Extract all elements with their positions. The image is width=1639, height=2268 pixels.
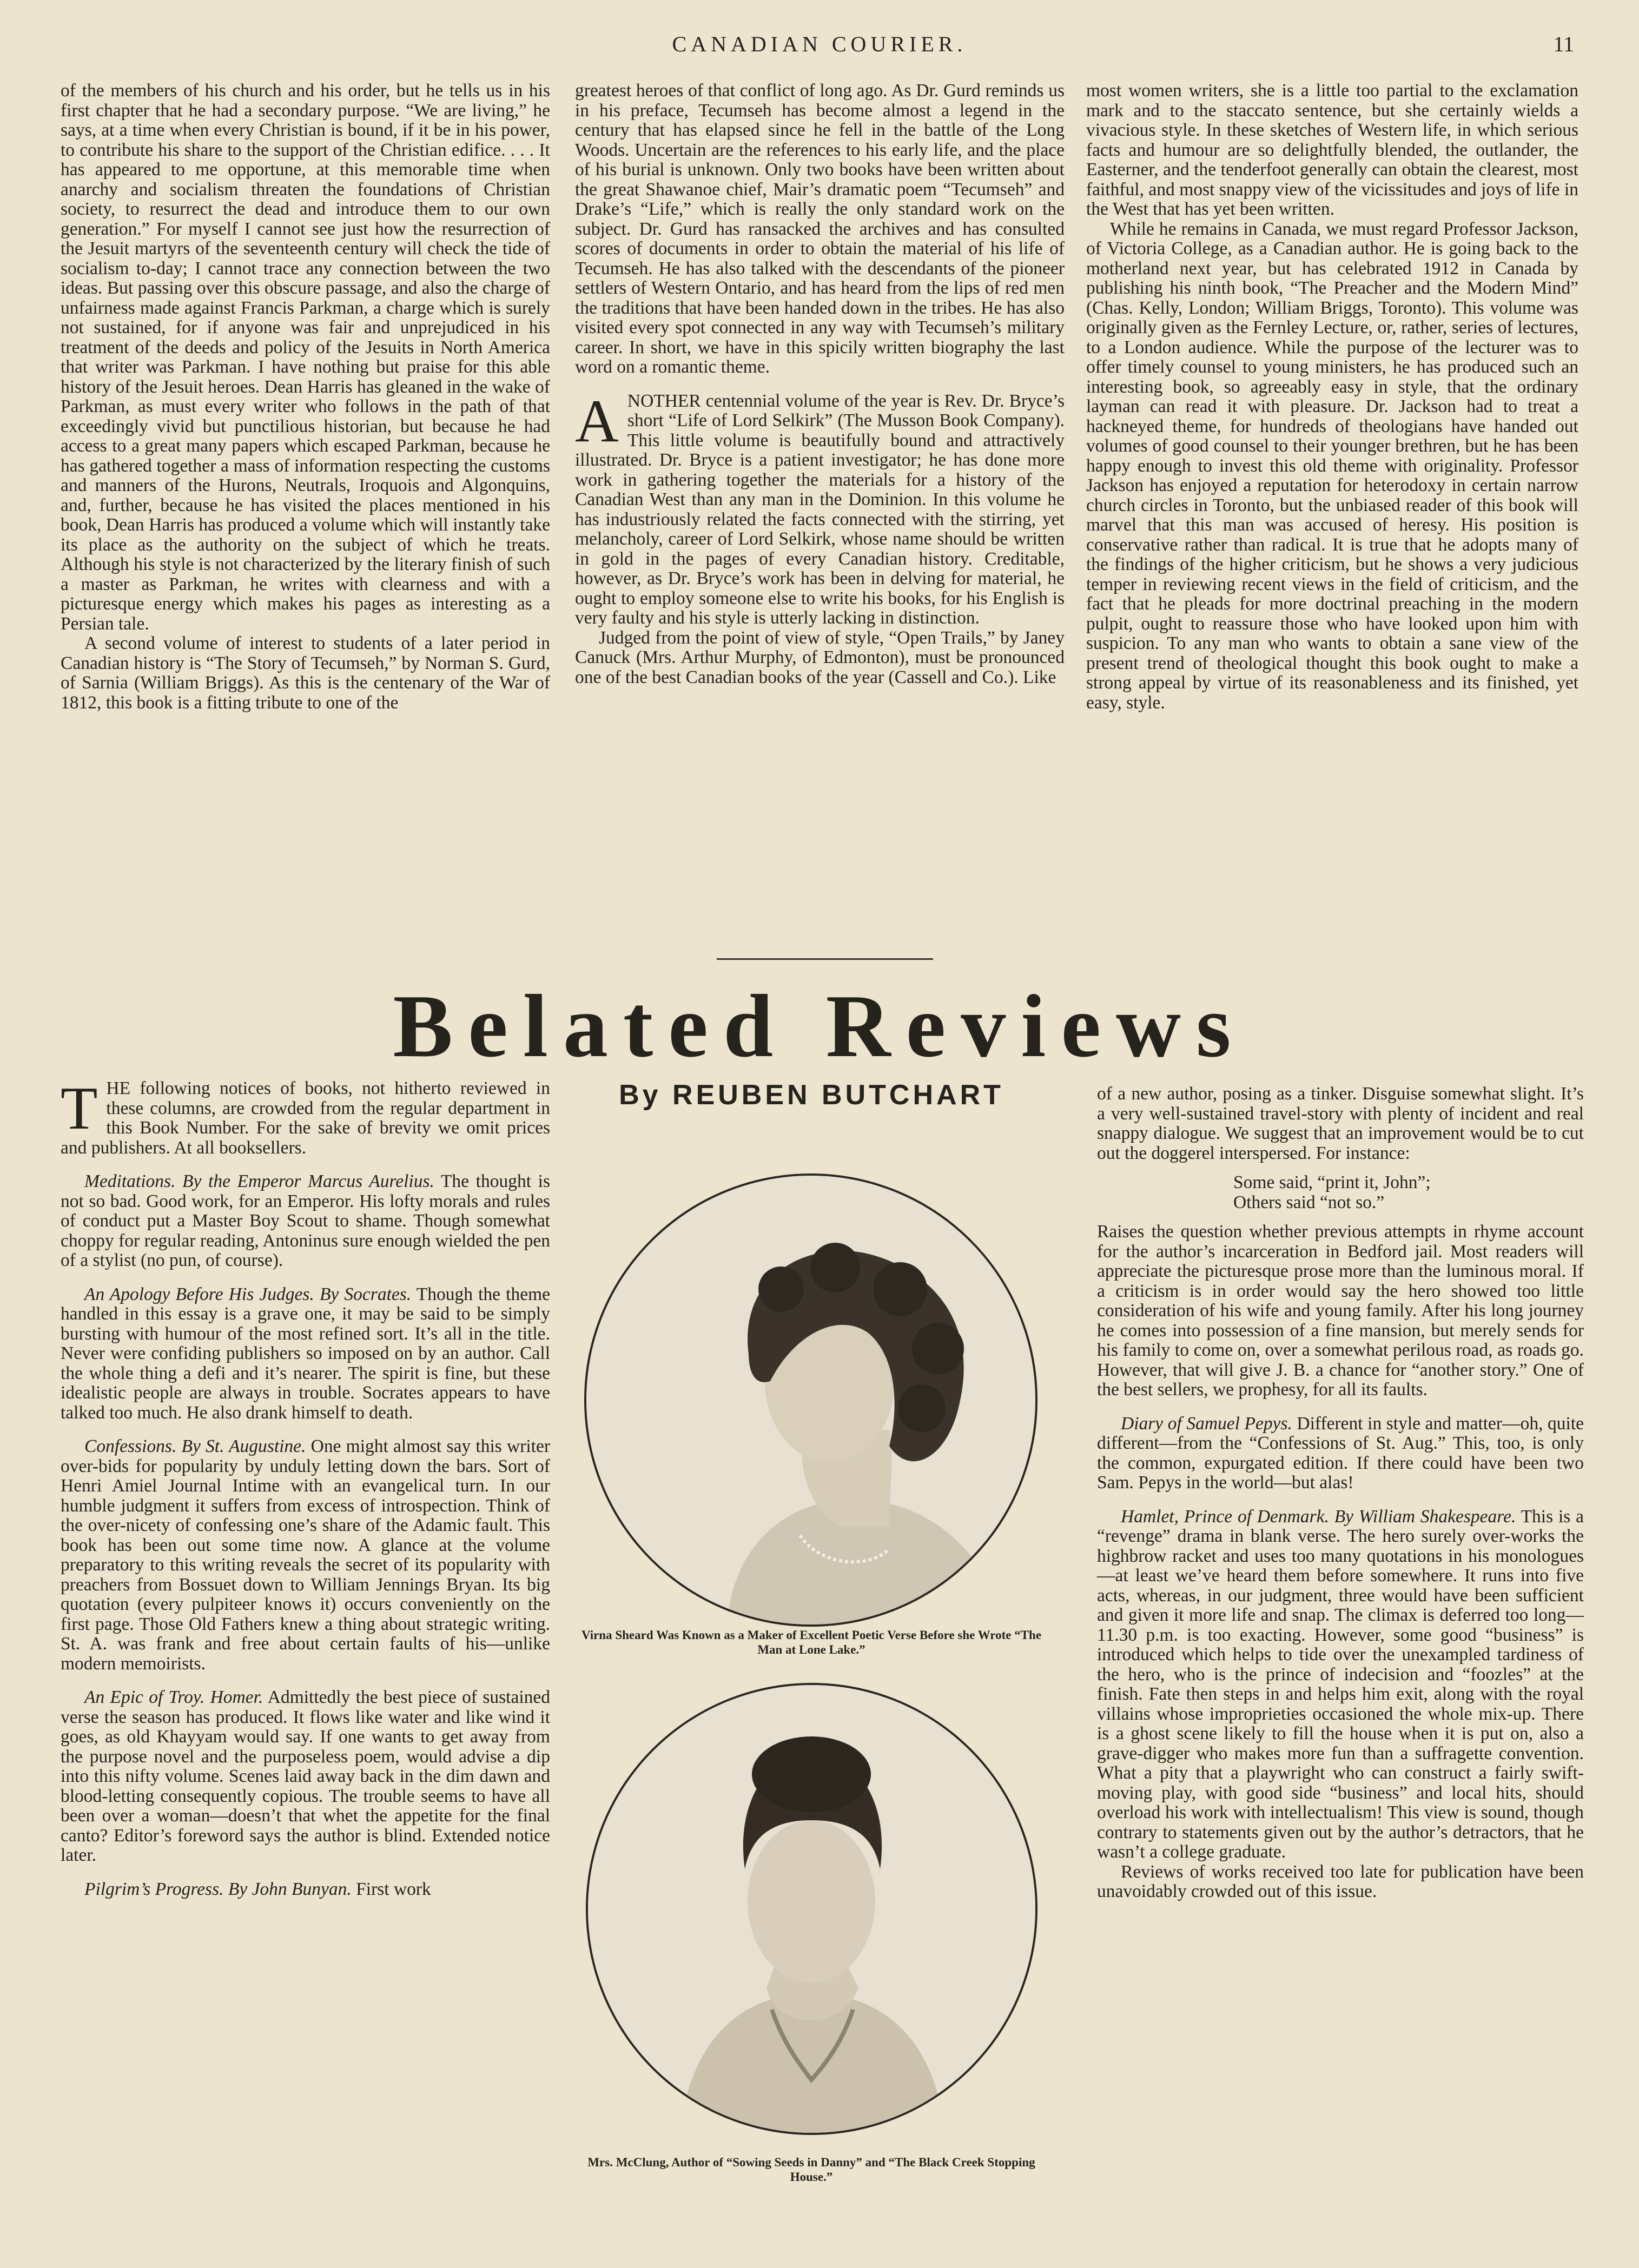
top-column-2 bbox=[575, 81, 1065, 687]
review-heading: Hamlet, Prince of Denmark. By William Shakespeare. bbox=[1121, 1506, 1516, 1527]
feature-column-1 bbox=[61, 1075, 551, 1899]
portrait-photo-mrs-mcclung bbox=[586, 1683, 1037, 2135]
paragraph: greatest heroes of that conflict of long ago. As Dr. Gurd reminds us in his preface, Tecumseh has become almost a legend in the century that has elapsed since he fell in the battle of the Long Woods. Uncertain are the references to his early life, and the place of his burial is unknown. Only two books have been written about the great Shawanoe chief, Mair’s dramatic poem “Tecumseh” and Drake’s “Life,” which is really the only standard work on the subject. Dr. Gurd has ransacked the archives and has consulted scores of documents in order to obtain the material of his life of Tecumseh. He has also talked with the descendants of the pioneer settlers of Western Ontario, and has heard from the lips of red men the traditions that have been handed down in the tribes. He has also visited every spot connected in any way with Tecumseh’s military career. In short, we have in this spicily written biography the last word on a romantic theme. bbox=[575, 81, 1065, 377]
paragraph: Judged from the point of view of style, “Open Trails,” by Janey Canuck (Mrs. Arthur Murphy, of Edmonton), must be pronounced one of the best Canadian books of the year (Cassell and Co.). Like bbox=[575, 627, 1065, 687]
portrait-illustration bbox=[586, 1176, 1035, 1624]
poem-line: Some said, “print it, John”; bbox=[1233, 1172, 1431, 1192]
paragraph: of a new author, posing as a tinker. Disguise somewhat slight. It’s a very well-sustained travel-story with plenty of incident and real snappy dialogue. We suggest that an improvement would be to cut out the doggerel interspersed. For instance: bbox=[1097, 1084, 1584, 1163]
photo-caption: Mrs. McClung, Author of “Sowing Seeds in Danny” and “The Black Creek Stopping House.” bbox=[587, 2156, 1035, 2184]
magazine-title: CANADIAN COURIER. bbox=[672, 32, 967, 56]
section-divider bbox=[717, 958, 933, 960]
top-column-3 bbox=[1086, 81, 1578, 713]
review-entry: Meditations. By the Emperor Marcus Aurelius. The thought is not so bad. Good work, for an Emperor. His lofty morals and rules of conduct put a Master Boy Scout to shame. Though somewhat choppy for regular reading, Antoninus sure enough wielded the pen of a stylist (no pun, of course). bbox=[61, 1171, 550, 1270]
review-entry: Pilgrim’s Progress. By John Bunyan. First work bbox=[84, 1879, 431, 1899]
review-entry: An Epic of Troy. Homer. Admittedly the best piece of sustained verse the season has produced. It flows like water and like wind it goes, as old Khayyam would say. If one wants to get away from the purpose novel and the purposeless poem, would advise a dip into this nifty volume. Scenes laid away back in the dim dawn and blood-letting consequently copious. The trouble seems to have all been over a woman—doesn’t that whet the appetite for the final canto? Editor’s foreword says the author is blind. Extended notice later. bbox=[61, 1687, 550, 1865]
review-heading: An Apology Before His Judges. By Socrates. bbox=[84, 1284, 412, 1304]
portrait-illustration bbox=[588, 1685, 1035, 2133]
paragraph: THE following notices of books, not hitherto reviewed in these columns, are crowded from the regular department in this Book Number. For the sake of brevity we omit prices and publishers. At all booksellers. bbox=[61, 1075, 550, 1158]
portrait-photo-virna-sheard bbox=[584, 1173, 1037, 1627]
review-heading: An Epic of Troy. Homer. bbox=[84, 1687, 263, 1707]
paragraph: A second volume of interest to students of a later period in Canadian history is “The Story of Tecumseh,” by Norman S. Gurd, of Sarnia (William Briggs). As this is the centenary of the War of 1812, this book is a fitting tribute to one of the bbox=[61, 633, 550, 713]
top-column-1 bbox=[61, 81, 550, 713]
photo-caption: Virna Sheard Was Known as a Maker of Excellent Poetic Verse Before she Wrote “The Man at Lone Lake.” bbox=[581, 1628, 1042, 1656]
poem-line: Others said “not so.” bbox=[1233, 1192, 1385, 1212]
drop-cap: A bbox=[575, 387, 619, 455]
drop-cap: T bbox=[61, 1075, 98, 1142]
review-heading: Confessions. By St. Augustine. bbox=[84, 1436, 306, 1456]
review-entry: An Apology Before His Judges. By Socrates. Though the theme handled in this essay is a grave one, it may be said to be simply bursting with humour of the most refined sort. It’s all in the title. Never were confiding publishers so imposed on by an author. Call the whole thing a defi and it’s nearer. The spirit is fine, but these idealistic people are always in trouble. Socrates appears to have talked too much. He also drank himself to death. bbox=[61, 1284, 551, 1423]
page-number: 11 bbox=[1553, 32, 1574, 56]
review-entry: Hamlet, Prince of Denmark. By William Shakespeare. This is a “revenge” drama in blank verse. The hero surely over-works the highbrow racket and uses too many quotations in his monologues—at least we’ve heard them before somewhere. It runs into five acts, whereas, in our judgment, three would have been sufficient and given it more life and snap. The climax is deferred too long—11.30 p.m. is too exacting. However, some good “business” is introduced which helps to tide over the unexampled tardiness of the hero, who is the prince of indecision and “foozles” at the finish. Fate then steps in and helps him exit, along with the royal villains whose improprieties occasioned the whole mix-up. There is a ghost scene likely to fill the house when it is put on, also a grave-digger who makes more fun than a suffragette convention. What a pity that a playwright who can construct a fairly swift-moving play, with good side “business” and local hits, should overload his work with intellectualism! This view is sound, though contrary to statements given out by the author’s detractors, that he wasn’t a college graduate. bbox=[1097, 1506, 1584, 1862]
review-entry: Diary of Samuel Pepys. Different in style and matter—oh, quite different—from the “Confessions of St. Aug.” This, too, is only the common, expurgated edition. If there could have been two Sam. Pepys in the world—but alas! bbox=[1097, 1413, 1584, 1493]
closing-note: Reviews of works received too late for publication have been unavoidably crowded out of this issue. bbox=[1097, 1861, 1584, 1901]
review-entry: Confessions. By St. Augustine. One might almost say this writer over-bids for popularity by unduly letting down the bars. Sort of Henri Amiel Journal Intime with an evangelical turn. In our humble judgment it suffers from excess of introspection. Think of the over-nicety of confessing one’s share of the Adamic fault. This book has been out some time now. A glance at the volume preparatory to this writing reveals the secret of its popularity with preachers from Bossuet down to William Jennings Bryan. Its big quotation (every pulpiteer knows it) occurs conveniently on the first page. Those Old Fathers knew a thing about strategic writing. St. A. was frank and free about certain faults of his—unlike modern memoirists. bbox=[61, 1436, 550, 1674]
feature-column-3 bbox=[1097, 1084, 1584, 1902]
review-heading: Pilgrim’s Progress. By John Bunyan. bbox=[84, 1879, 352, 1899]
byline: By REUBEN BUTCHART bbox=[619, 1079, 1004, 1111]
feature-title: Belated Reviews bbox=[393, 976, 1246, 1076]
paragraph: of the members of his church and his order, but he tells us in his first chapter that he had a secondary purpose. “We are living,” he says, at a time when every Christian is bound, if it be in his power, to contribute his share to the support of the Christian edifice. . . . It has appeared to me opportune, at this memorable time when anarchy and socialism threaten the foundations of Christian society, to resurrect the dead and introduce them to our own generation.” For myself I cannot see just how the resurrection of the Jesuit martyrs of the seventeenth century will check the tide of socialism to-day; I cannot trace any connection between the two ideas. But passing over this obscure passage, and also the charge of unfairness made against Francis Parkman, a charge which is surely not sustained, for if anyone was fair and unprejudiced in his treatment of the deeds and policy of the Jesuits in North America that writer was Parkman. I have nothing but praise for this able history of the Jesuit heroes. Dean Harris has gleaned in the wake of Parkman, as must every writer who follows in the path of that exceedingly vivid but punctilious historian, but because he had access to a great many papers which escaped Parkman, because he has gathered together a mass of information respecting the customs and manners of the Hurons, Neutrals, Iroquois and Algonquins, and, further, because he has visited the places mentioned in his book, Dean Harris has produced a volume which will instantly take its place as the authority on the subject of which he treats. Although his style is not characterized by the literary finish of such a master as Parkman, he writes with clearness and with a picturesque energy which makes his pages as interesting as a Persian tale. bbox=[61, 81, 550, 634]
paragraph: While he remains in Canada, we must regard Professor Jackson, of Victoria College, as a Canadian author. He is going back to the motherland next year, but has celebrated 1912 in Canada by publishing his ninth book, “The Preacher and the Modern Mind” (Chas. Kelly, London; William Briggs, Toronto). This volume was originally given as the Fernley Lecture, or, rather, series of lectures, to a London audience. While the purpose of the lecturer was to offer timely counsel to young ministers, he has produced such an interesting book, so agreeably easy in style, that the ordinary layman can read it with pleasure. Dr. Jackson had to treat a hackneyed theme, for hundreds of theologians have handed out volumes of good counsel to their younger brethren, but he has been happy enough to invest this old theme with originality. Professor Jackson has enjoyed a reputation for heterodoxy in certain narrow church circles in Toronto, but the unbiased reader of this book will marvel that this man was accused of heresy. His position is conservative rather than radical. It is true that he adopts many of the findings of the higher criticism, but he shows a very judicious temper in reviewing recent views in the field of criticism, and the fact that he pleads for more doctrinal preaching in the modern pulpit, ought to reassure those who have looked upon him with suspicion. To any man who wants to obtain a sane view of the present trend of theological thought this book ought to make a strong appeal by virtue of its reasonableness and its finished, yet easy, style. bbox=[1086, 218, 1578, 713]
review-heading: Meditations. By the Emperor Marcus Aurelius. bbox=[84, 1171, 434, 1191]
paragraph: Raises the question whether previous attempts in rhyme account for the author’s incarceration in Bedford jail. Most readers will appreciate the picturesque prose more than the luminous moral. If a criticism is in order would say the hero showed too little consideration of his wife and young family. After his long journey he comes into possession of a fine mansion, but merely sends for his family to come on, over a somewhat perilous road, as roads go. However, that will give J. B. a chance for “another story.” One of the best sellers, we prophesy, for all its faults. bbox=[1097, 1222, 1584, 1400]
paragraph: most women writers, she is a little too partial to the exclamation mark and to the staccato sentence, but she certainly wields a vivacious style. In these sketches of Western life, in which serious facts and humour are so delightfully blended, the outlander, the Easterner, and the tenderfoot generally can obtain the clearest, most faithful, and most snappy view of the vicissitudes and joys of life in the West that has yet been written. bbox=[1086, 81, 1578, 219]
review-heading: Diary of Samuel Pepys. bbox=[1121, 1413, 1292, 1434]
paragraph: ANOTHER centennial volume of the year is Rev. Dr. Bryce’s short “Life of Lord Selkirk” (The Musson Book Company). This little volume is beautifully bound and attractively illustrated. Dr. Bryce is a patient investigator; he has done more work in gathering together the materials for a history of the Canadian West than any man in the Dominion. In this volume he has industriously related the facts connected with the stirring, yet melancholy, career of Lord Selkirk, whose name should be written in gold in the pages of every Canadian history. Creditable, however, as Dr. Bryce’s work has been in delving for material, he ought to employ someone else to write his books, for his English is very faulty and his style is utterly lacking in distinction. bbox=[575, 387, 1065, 628]
